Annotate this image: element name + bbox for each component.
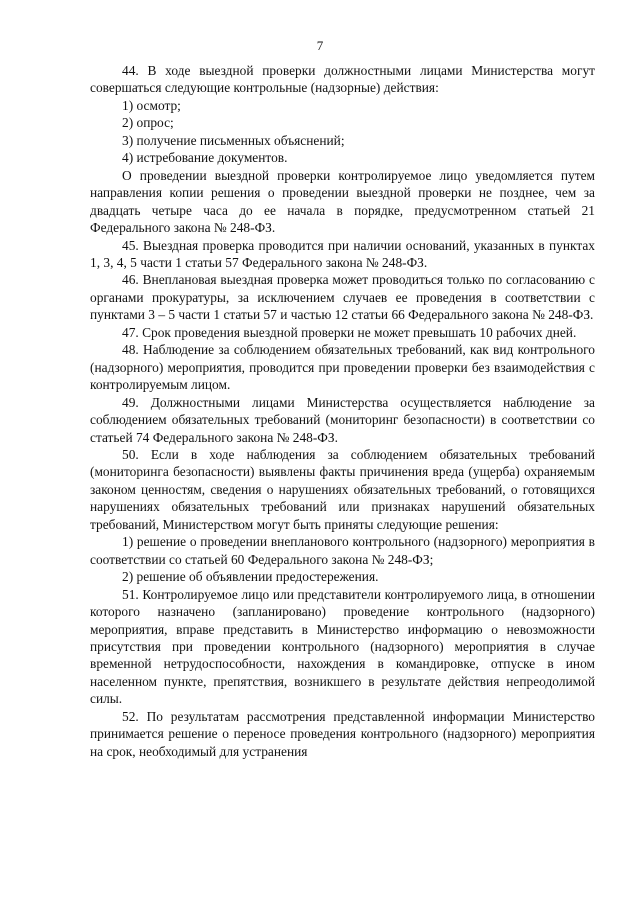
list-item-inspection: 1) осмотр; — [122, 97, 181, 113]
page-number: 7 — [316, 38, 324, 53]
paragraph-notification: О проведении выездной проверки контролируемое лицо уведомляется путем направления копии решения о проведении выездной проверки не позднее, чем за двадцать четыре часа до ее начала в порядке, предусмотренном статьей 21 Федерального закона № 248-ФЗ. — [90, 167, 595, 236]
paragraph-48: 48. Наблюдение за соблюдением обязательных требований, как вид контрольного (надзорного) мероприятия, проводится при проведении проверки без взаимодействия с контролируемым лицом. — [90, 342, 595, 393]
list-item-explanations: 3) получение письменных объяснений; — [122, 132, 345, 148]
paragraph-44: 44. В ходе выездной проверки должностными лицами Министерства могут совершаться следующие контрольные (надзорные) действия: — [90, 63, 595, 96]
paragraph-49: 49. Должностными лицами Министерства осуществляется наблюдение за соблюдением обязательных требований (мониторинг безопасности) в соответствии со статьей 74 Федерального закона № 248-ФЗ. — [90, 394, 595, 445]
list-item-warning: 2) решение об объявлении предостережения. — [122, 569, 379, 585]
list-item-survey: 2) опрос; — [122, 115, 174, 131]
paragraph-46: 46. Внеплановая выездная проверка может проводиться только по согласованию с органами прокуратуры, за исключением случаев ее проведения в соответствии с пунктами 3 – 5 части 1 статьи 57 и частью 12 статьи 66 Федерального закона № 248-ФЗ. — [90, 272, 595, 323]
paragraph-50: 50. Если в ходе наблюдения за соблюдением обязательных требований (мониторинга безопасности) выявлены факты причинения вреда (ущерба) охраняемым законом ценностям, сведения о нарушениях обязательных требований, о готовящихся нарушениях обязательных требований или признаках нарушений обязательных требований, Министерством могут быть приняты следующие решения: — [90, 446, 595, 532]
list-item-unscheduled-event: 1) решение о проведении внепланового контрольного (надзорного) мероприятия в соответствии со статьей 60 Федерального закона № 248-ФЗ; — [90, 534, 595, 567]
paragraph-47: 47. Срок проведения выездной проверки не может превышать 10 рабочих дней. — [122, 324, 577, 340]
list-item-documents: 4) истребование документов. — [122, 150, 288, 166]
paragraph-52: 52. По результатам рассмотрения представленной информации Министерство принимается решение о переносе проведения контрольного (надзорного) мероприятия на срок, необходимый для устранения — [90, 708, 595, 759]
paragraph-51: 51. Контролируемое лицо или представители контролируемого лица, в отношении которого назначено (запланировано) проведение контрольного (надзорного) мероприятия, вправе представить в Министерство информацию о невозможности присутствия при проведении контрольного (надзорного) мероприятия в случае временной нетрудоспособности, нахождения в командировке, отпуске в ином населенном пункте, препятствия, возникшего в результате действия непреодолимой силы. — [90, 586, 595, 707]
paragraph-45: 45. Выездная проверка проводится при наличии оснований, указанных в пунктах 1, 3, 4, 5 части 1 статьи 57 Федерального закона № 248-ФЗ. — [90, 237, 595, 270]
document-body — [90, 62, 595, 760]
